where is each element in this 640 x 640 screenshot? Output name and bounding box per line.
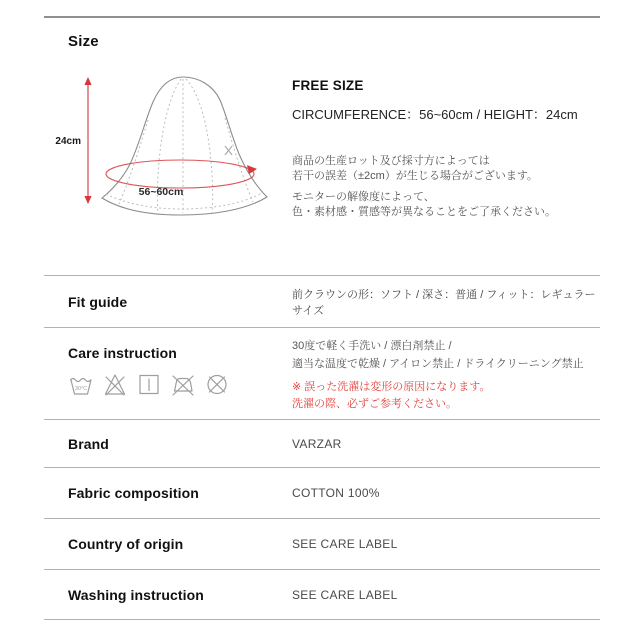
brand-label: Brand [68,435,109,452]
care-instruction-label: Care instruction [68,345,177,361]
free-size-label: FREE SIZE [292,78,364,93]
monitor-color-note [292,190,602,220]
height-measure-arrow [84,77,91,204]
dimensions-text: CIRCUMFERENCE：56~60cm / HEIGHT：24cm [292,107,578,122]
care-warning-line2: 洗濯の際、必ずご参考ください。 [292,398,457,410]
fabric-composition-row [44,467,600,518]
brand-value: VARZAR [292,436,342,451]
hat-outline [102,77,267,215]
fit-guide-label: Fit guide [68,293,128,310]
care-warning [292,379,600,413]
height-measurement-label: 24cm [55,136,81,147]
fabric-composition-label: Fabric composition [68,485,199,501]
production-tolerance-note [292,154,602,184]
monitor-note-line1: モニターの解像度によって、 [292,191,435,203]
care-instruction-row [44,327,600,419]
care-instruction-value-line1: 30度で軽く手洗い / 漂白剤禁止 / [292,340,452,352]
washing-instruction-value: SEE CARE LABEL [292,587,398,602]
monitor-note-line2: 色・素材感・質感等が異なることをご了承ください。 [292,206,556,218]
washing-instruction-label: Washing instruction [68,586,204,603]
country-of-origin-label: Country of origin [68,536,184,552]
size-info-block [292,78,602,226]
washing-instruction-row [44,569,600,620]
size-section-title: Size [68,33,99,50]
no-bleach-icon [102,371,128,397]
care-instruction-value-line2: 適当な温度で乾燥 / アイロン禁止 / ドライクリーニング禁止 [292,358,584,370]
drip-dry-icon [136,371,162,397]
spec-table [44,275,600,620]
no-dry-clean-icon [204,371,230,397]
production-note-line1: 商品の生産ロット及び採寸方によっては [292,155,490,167]
no-iron-icon [170,371,196,397]
care-warning-line1: ※ 誤った洗濯は変形の原因になります。 [292,381,491,393]
country-of-origin-row [44,518,600,569]
hand-wash-30c-icon [68,371,94,397]
svg-text:30°C: 30°C [74,386,88,392]
fit-guide-value: 前クラウンの形：ソフト / 深さ：普通 / フィット：レギュラーサイズ [292,288,596,317]
laundry-care-icons [68,371,292,397]
top-divider [44,16,600,18]
country-of-origin-value: SEE CARE LABEL [292,537,398,551]
fit-guide-row [44,275,600,327]
production-note-line2: 若干の誤差（±2cm）が生じる場合がございます。 [292,170,538,182]
brand-row [44,419,600,467]
hat-size-diagram [48,72,278,232]
fabric-composition-value: COTTON 100% [292,486,380,500]
circumference-measurement-label: 56~60cm [138,186,184,198]
